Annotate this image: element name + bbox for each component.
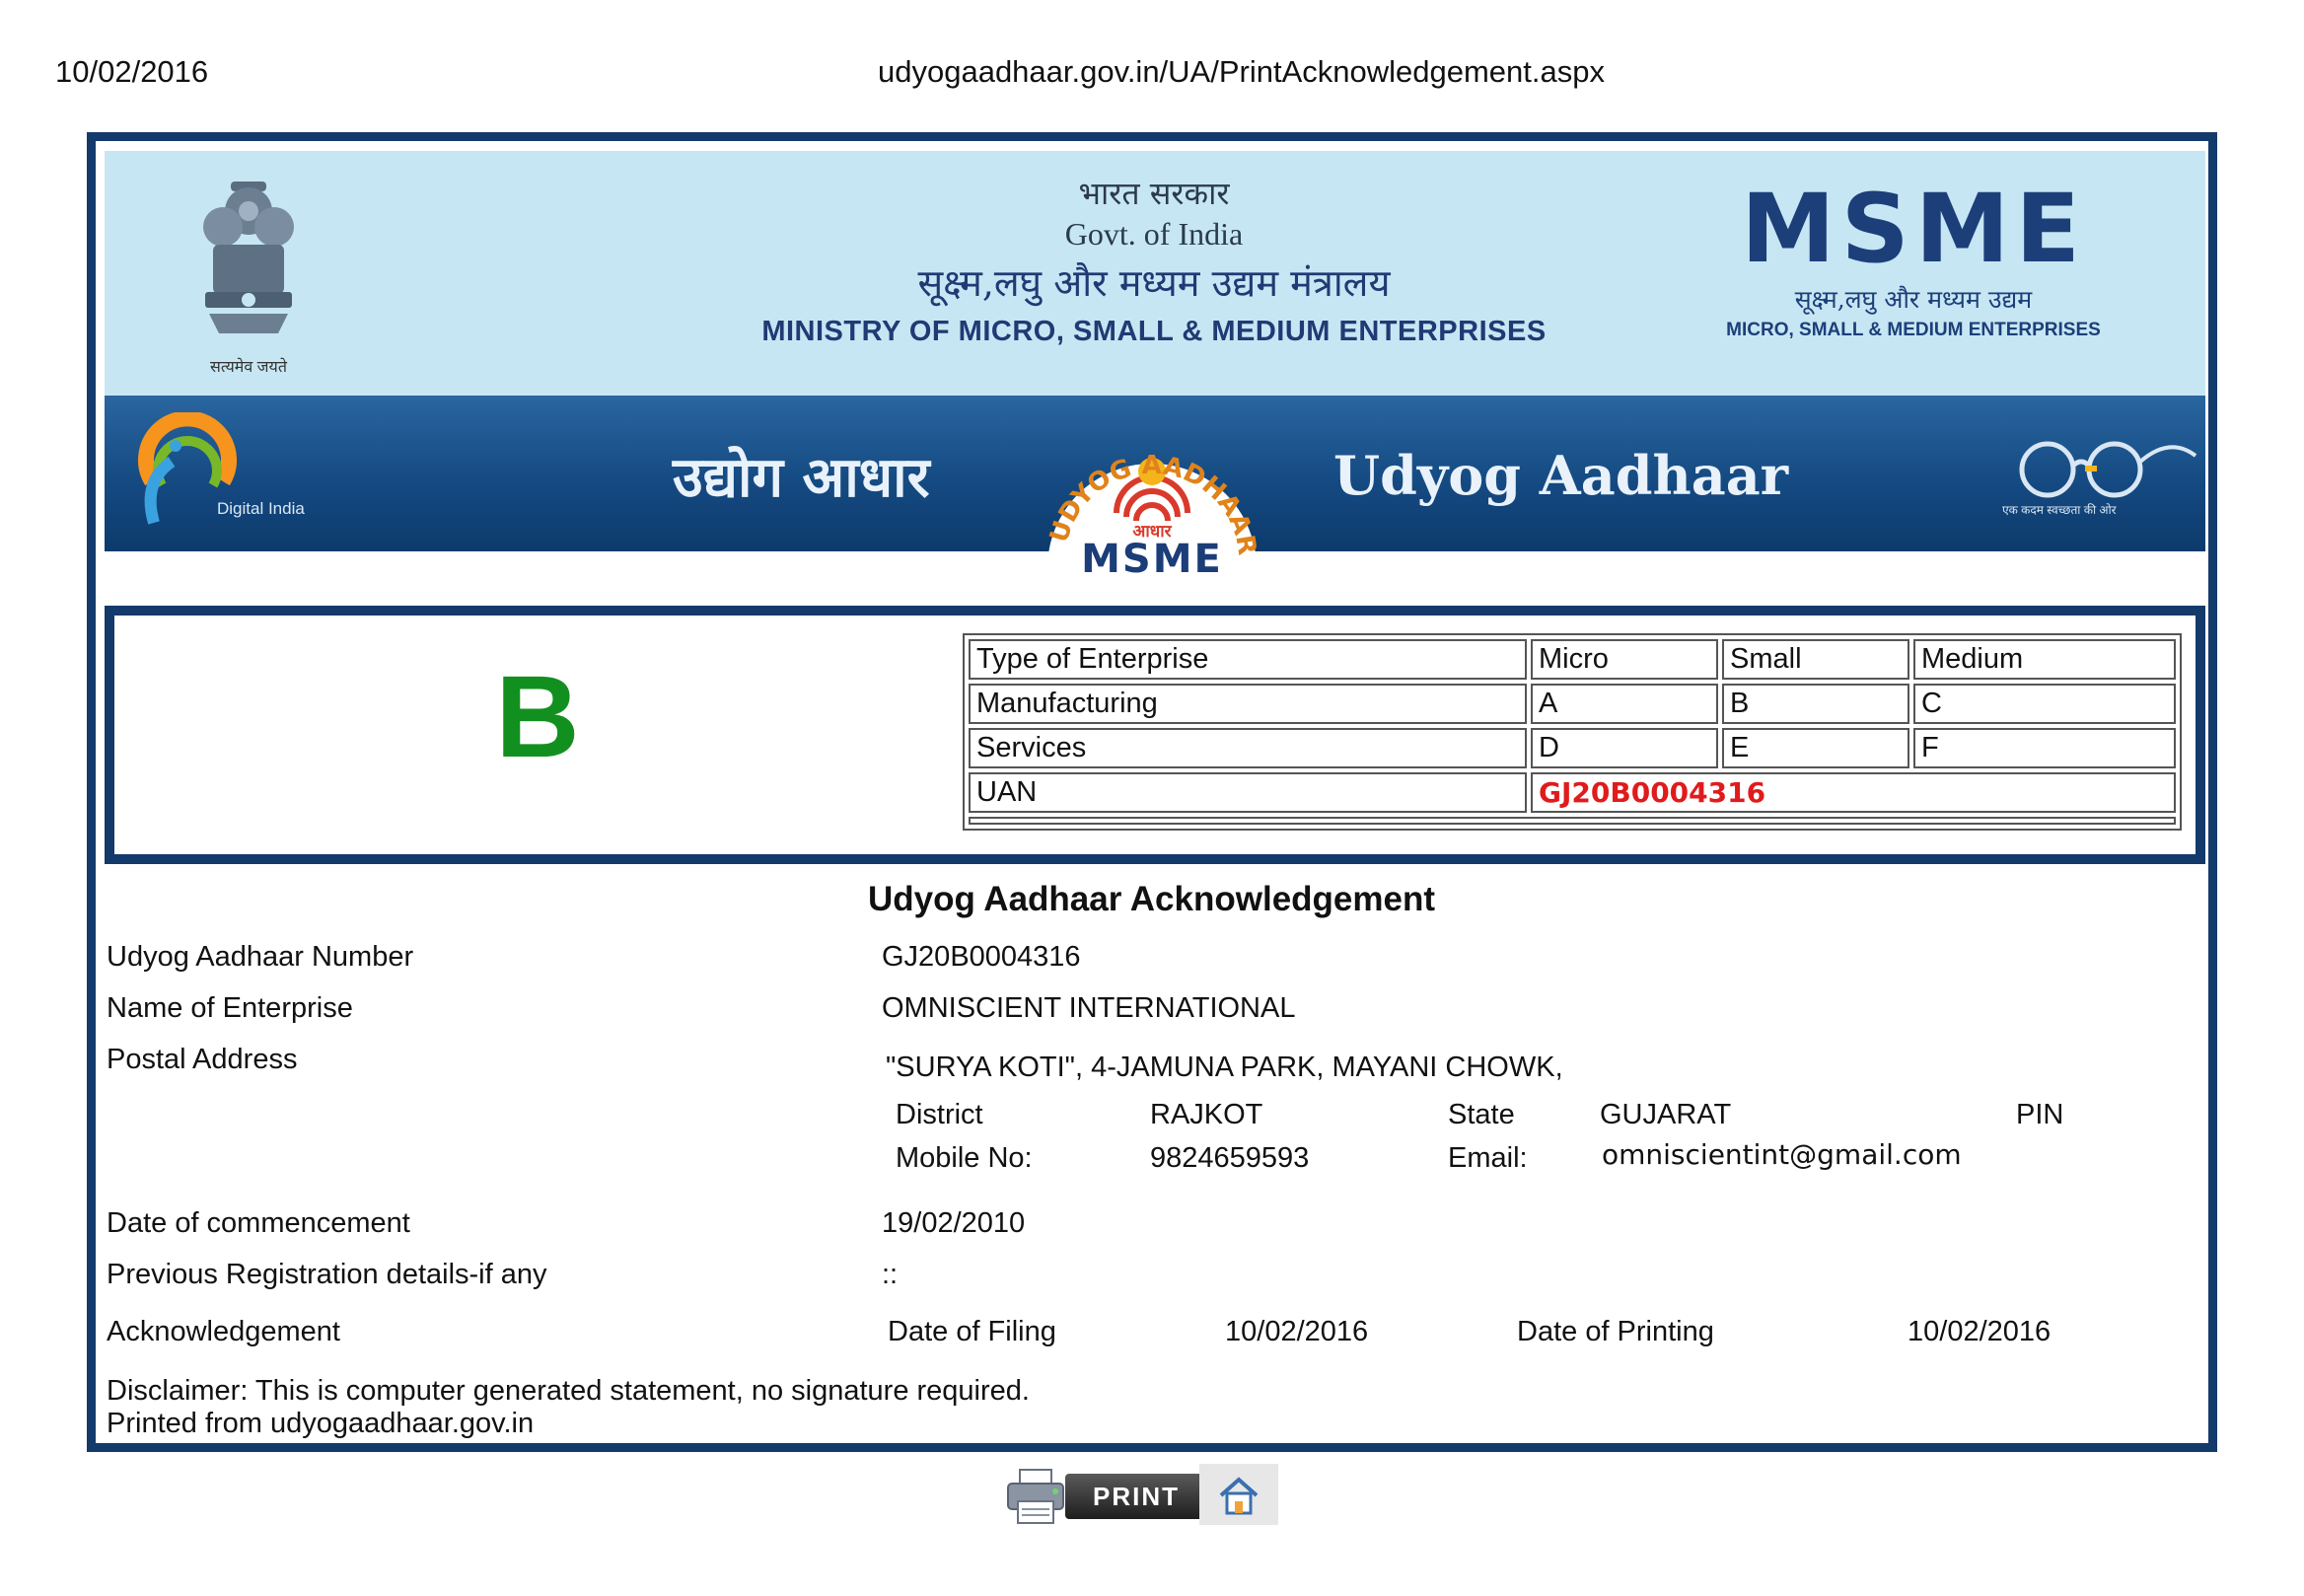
printing-date-value: 10/02/2016 — [1908, 1316, 2052, 1347]
filing-date-label: Date of Filing — [888, 1316, 1056, 1347]
home-button[interactable] — [1199, 1464, 1278, 1525]
filing-date-value: 10/02/2016 — [1225, 1316, 1369, 1347]
state-label: State — [1448, 1099, 1515, 1130]
table-cell: A — [1531, 684, 1718, 724]
gov-english: Govt. of India — [1064, 216, 1244, 252]
table-cell: C — [1913, 684, 2176, 724]
home-icon — [1217, 1476, 1260, 1515]
enterprise-name-label: Name of Enterprise — [107, 992, 353, 1024]
mobile-label: Mobile No: — [896, 1142, 1033, 1174]
enterprise-class-letter: B — [495, 652, 580, 782]
state-value: GUJARAT — [1600, 1099, 1732, 1130]
commencement-label: Date of commencement — [107, 1207, 410, 1239]
table-cell: Services — [969, 728, 1527, 768]
acknowledgement-title: Udyog Aadhaar Acknowledgement — [868, 880, 1436, 918]
table-cell: Small — [1722, 639, 1909, 680]
seal-msme-text: MSME — [1081, 537, 1223, 582]
print-url: udyogaadhaar.gov.in/UA/PrintAcknowledgement.aspx — [878, 54, 1605, 89]
table-cell: F — [1913, 728, 2176, 768]
national-emblem-icon — [180, 176, 318, 376]
table-cell: Medium — [1913, 639, 2176, 680]
email-label: Email: — [1448, 1142, 1528, 1174]
mobile-value: 9824659593 — [1150, 1142, 1310, 1174]
postal-address-label: Postal Address — [107, 1044, 298, 1075]
prev-registration-value: :: — [882, 1259, 899, 1290]
udyog-aadhaar-seal — [1034, 402, 1270, 580]
msme-logo-english: MICRO, SMALL & MEDIUM ENTERPRISES — [1726, 320, 2101, 340]
enterprise-name-value: OMNISCIENT INTERNATIONAL — [882, 992, 1296, 1024]
ministry-hindi: सूक्ष्म,लघु और मध्यम उद्यम मंत्रालय — [917, 261, 1391, 305]
gov-hindi: भारत सरकार — [1078, 175, 1230, 212]
address-line: "SURYA KOTI", 4-JAMUNA PARK, MAYANI CHOWK, — [886, 1052, 1563, 1083]
table-cell: Manufacturing — [969, 684, 1527, 724]
disclaimer-text: Disclaimer: This is computer generated statement, no signature required. — [107, 1375, 1030, 1407]
table-cell: E — [1722, 728, 1909, 768]
commencement-value: 19/02/2010 — [882, 1207, 1026, 1239]
table-row — [969, 684, 2176, 724]
msme-logo-hindi: सूक्ष्म,लघु और मध्यम उद्यम — [1794, 285, 2033, 314]
udyog-hindi: उद्योग आधार — [673, 445, 930, 510]
ministry-english: MINISTRY OF MICRO, SMALL & MEDIUM ENTERPRISES — [761, 316, 1547, 347]
email-value: omniscientint@gmail.com — [1602, 1138, 1962, 1171]
swachh-text: एक कदम स्वच्छता की ओर — [2002, 503, 2117, 517]
printing-date-label: Date of Printing — [1517, 1316, 1714, 1347]
aadhaar-number-value: GJ20B0004316 — [882, 941, 1081, 973]
print-date: 10/02/2016 — [55, 54, 209, 89]
district-value: RAJKOT — [1150, 1099, 1263, 1130]
prev-registration-label: Previous Registration details-if any — [107, 1259, 547, 1290]
printer-icon — [1004, 1468, 1067, 1525]
uan-label: UAN — [969, 772, 1527, 813]
table-cell: Micro — [1531, 639, 1718, 680]
digital-india-label: Digital India — [217, 499, 305, 518]
aadhaar-number-label: Udyog Aadhaar Number — [107, 941, 414, 973]
print-button-label[interactable]: PRINT — [1065, 1474, 1207, 1519]
acknowledgement-label: Acknowledgement — [107, 1316, 340, 1347]
table-cell: B — [1722, 684, 1909, 724]
table-row — [969, 728, 2176, 768]
pin-label: PIN — [2016, 1099, 2064, 1130]
printed-from-text: Printed from udyogaadhaar.gov.in — [107, 1408, 535, 1439]
msme-logo — [1706, 174, 2121, 341]
digital-india-logo — [132, 412, 359, 531]
table-cell: D — [1531, 728, 1718, 768]
uan-row — [969, 772, 2176, 813]
msme-logo-text: MSME — [1741, 174, 2086, 284]
seal-aadhaar-text: आधार — [1132, 522, 1172, 541]
seal-arc-text: UDYOG AADHAAR — [1044, 450, 1262, 557]
table-spacer-cell — [969, 817, 2176, 825]
enterprise-type-table — [963, 633, 2182, 831]
district-label: District — [896, 1099, 983, 1130]
emblem-caption: सत्यमेव जयते — [210, 359, 287, 376]
swachh-bharat-logo — [2002, 426, 2199, 535]
table-cell: Type of Enterprise — [969, 639, 1527, 680]
uan-value: GJ20B0004316 — [1531, 772, 2176, 813]
udyog-english: Udyog Aadhaar — [1333, 444, 1789, 507]
table-header-row — [969, 639, 2176, 680]
ministry-block — [690, 172, 1618, 348]
glasses-icon — [2002, 426, 2199, 505]
